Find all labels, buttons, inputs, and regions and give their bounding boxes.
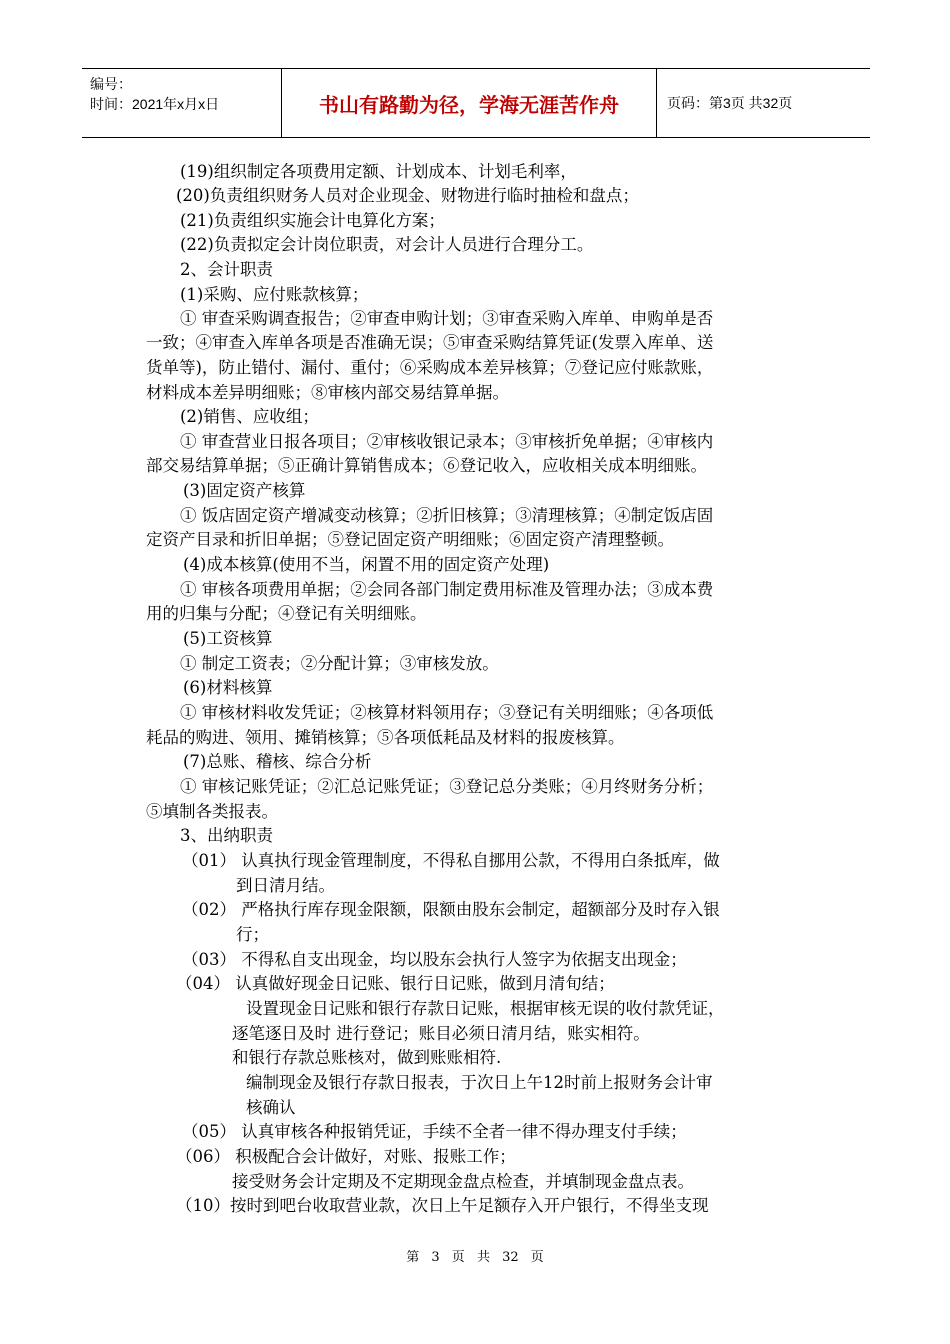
- text-line: ① 审核各项费用单据；②会同各部门制定费用标准及管理办法；③成本费: [180, 580, 714, 599]
- text-line: 行；: [236, 925, 269, 944]
- page-header: [82, 68, 870, 138]
- page-footer: [0, 1246, 950, 1265]
- section-heading: 3、出纳职责: [180, 826, 273, 845]
- text-line: （05） 认真审核各种报销凭证，手续不全者一律不得办理支付手续；: [182, 1122, 687, 1141]
- header-left-cell: [82, 69, 282, 137]
- text-line: (5)工资核算: [183, 629, 273, 648]
- text-line: 耗品的购进、领用、摊销核算；⑤各项低耗品及材料的报废核算。: [146, 728, 625, 747]
- text-line: （10）按时到吧台收取营业款，次日上午足额存入开户银行，不得坐支现: [176, 1196, 709, 1215]
- text-line: ① 审核记账凭证；②汇总记账凭证；③登记总分类账；④月终财务分析；: [180, 777, 714, 796]
- text-line: (3)固定资产核算: [183, 481, 306, 500]
- text-line: (22)负责拟定会计岗位职责，对会计人员进行合理分工。: [180, 235, 594, 254]
- text-line: 货单等)，防止错付、漏付、重付；⑥采购成本差异核算；⑦登记应付账款账，: [146, 358, 714, 377]
- footer-page-number: 3: [431, 1250, 440, 1265]
- footer-ye2: 页: [530, 1250, 544, 1265]
- text-line: (7)总账、稽核、综合分析: [183, 752, 372, 771]
- text-line: （03） 不得私自支出现金，均以股东会执行人签字为依据支出现金；: [182, 950, 687, 969]
- text-line: （02） 严格执行库存现金限额，限额由股东会制定，超额部分及时存入银: [182, 900, 720, 919]
- header-motto: 书山有路勤为径，学海无涯苦作舟: [282, 69, 657, 137]
- text-line: 用的归集与分配；④登记有关明细账。: [146, 604, 427, 623]
- text-line: （01） 认真执行现金管理制度，不得私自挪用公款，不得用白条抵库，做: [182, 851, 720, 870]
- text-line: (20)负责组织财务人员对企业现金、财物进行临时抽检和盘点；: [176, 186, 639, 205]
- section-heading: 2、会计职责: [180, 260, 273, 279]
- footer-di: 第: [406, 1250, 420, 1265]
- text-line: 接受财务会计定期及不定期现金盘点检查，并填制现金盘点表。: [232, 1172, 694, 1191]
- header-page-info: 页码：第3页 共32页: [667, 95, 793, 111]
- text-line: 核确认: [246, 1098, 296, 1117]
- text-line: ⑤填制各类报表。: [146, 802, 278, 821]
- text-line: ① 饭店固定资产增减变动核算；②折旧核算；③清理核算；④制定饭店固: [180, 506, 714, 525]
- text-line: ① 审查采购调查报告；②审查申购计划；③审查采购入库单、申购单是否: [180, 309, 714, 328]
- text-line: ① 审查营业日报各项目；②审核收银记录本；③审核折免单据；④审核内: [180, 432, 714, 451]
- text-line: (19)组织制定各项费用定额、计划成本、计划毛利率，: [180, 162, 577, 181]
- text-line: (2)销售、应收组；: [180, 407, 319, 426]
- footer-ye: 页: [451, 1250, 465, 1265]
- text-line: 材料成本差异明细账；⑧审核内部交易结算单据。: [146, 383, 509, 402]
- doc-date: 时间：2021年x月x日: [90, 96, 220, 112]
- text-line: 逐笔逐日及时 进行登记；账目必须日清月结，账实相符。: [232, 1024, 650, 1043]
- footer-total-pages: 32: [502, 1250, 519, 1265]
- doc-number-label: 编号：: [90, 76, 132, 92]
- text-line: (1)采购、应付账款核算；: [180, 285, 369, 304]
- text-line: 设置现金日记账和银行存款日记账，根据审核无误的收付款凭证，: [246, 999, 725, 1018]
- text-line: 一致；④审查入库单各项是否准确无误；⑤审查采购结算凭证(发票入库单、送: [146, 333, 714, 352]
- text-line: ① 制定工资表；②分配计算；③审核发放。: [180, 654, 499, 673]
- text-line: (4)成本核算(使用不当，闲置不用的固定资产处理): [183, 555, 550, 574]
- text-line: 和银行存款总账核对，做到账账相符.: [232, 1048, 502, 1067]
- text-line: 定资产目录和折旧单据；⑤登记固定资产明细账；⑥固定资产清理整顿。: [146, 530, 674, 549]
- text-line: ① 审核材料收发凭证；②核算材料领用存；③登记有关明细账；④各项低: [180, 703, 714, 722]
- text-line: （04） 认真做好现金日记账、银行日记账，做到月清旬结；: [176, 974, 615, 993]
- text-line: 到日清月结。: [236, 876, 335, 895]
- footer-gong: 共: [476, 1250, 490, 1265]
- text-line: 编制现金及银行存款日报表，于次日上午12时前上报财务会计审: [246, 1073, 713, 1092]
- text-line: (21)负责组织实施会计电算化方案；: [180, 211, 445, 230]
- text-line: (6)材料核算: [183, 678, 273, 697]
- text-line: （06） 积极配合会计做好，对账、报账工作；: [176, 1147, 516, 1166]
- text-line: 部交易结算单据；⑤正确计算销售成本；⑥登记收入，应收相关成本明细账。: [146, 456, 707, 475]
